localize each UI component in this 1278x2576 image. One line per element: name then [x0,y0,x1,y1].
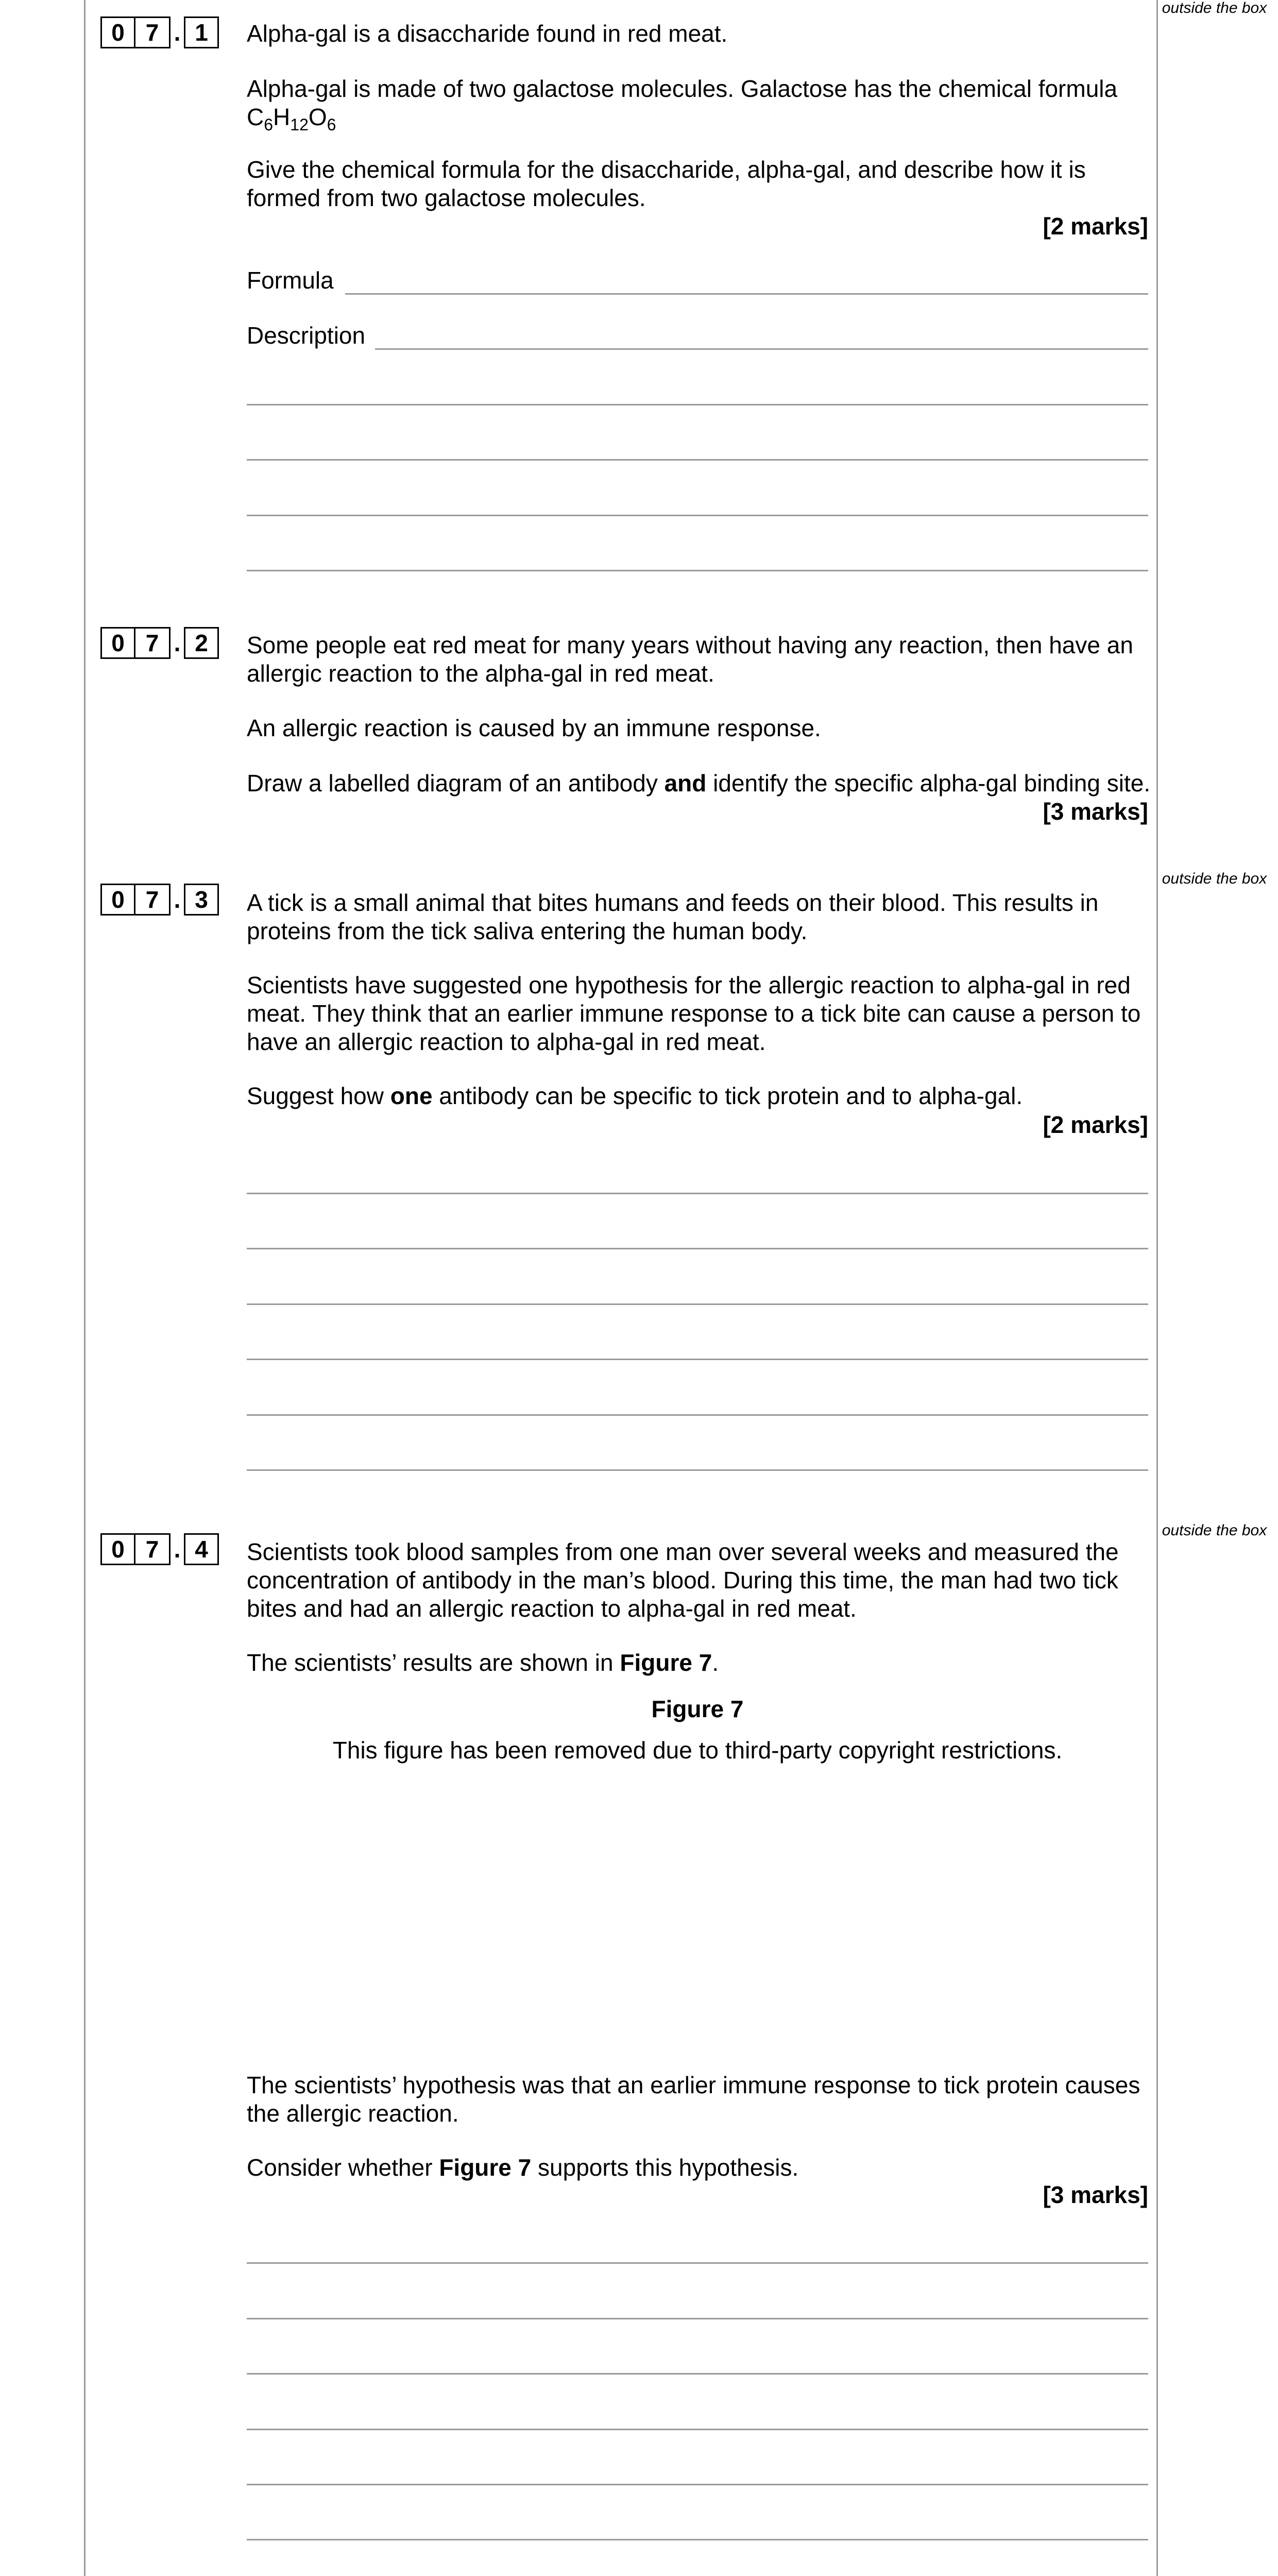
question-text: Some people eat red meat for many years without having any reaction, then have an allergic reaction to the alpha-gal in red meat. [247,632,1133,687]
margin-note: outside the box [1162,0,1267,16]
question-text: Scientists took blood samples from one man over several weeks and measured the concentration of antibody in the man’s blood. During this time, the man had two tick bites and had an allergic reaction to alpha-gal in red meat. [247,1538,1119,1622]
answer-line[interactable] [247,2318,1148,2319]
answer-line[interactable] [247,515,1148,516]
question-number-07-3: 0 7 . 3 [100,884,219,916]
question-text: The scientists’ results are shown in Figure 7. [247,1649,719,1676]
answer-line[interactable] [247,459,1148,461]
question-text: The scientists’ hypothesis was that an earlier immune response to tick protein causes the allergic reaction. [247,2072,1140,2127]
answer-line[interactable] [247,2373,1148,2375]
question-text: Suggest how one antibody can be specific to tick protein and to alpha-gal. [247,1082,1023,1109]
marks-allocation: [2 marks] [1043,1111,1148,1138]
formula-label: Formula [247,267,334,294]
question-text: A tick is a small animal that bites humans and feeds on their blood. This results in proteins from the tick saliva entering the human body. [247,889,1099,944]
margin-note: outside the box [1162,870,1267,887]
question-number-07-4: 0 7 . 4 [100,1533,219,1565]
chemical-formula: $C_6H_{12}O_6$ [247,104,336,134]
answer-line[interactable] [247,570,1148,571]
answer-line[interactable] [247,2539,1148,2540]
question-text: Draw a labelled diagram of an antibody and identify the specific alpha-gal binding site. [247,770,1151,796]
figure-title: Figure 7 [651,1696,744,1722]
question-text: Alpha-gal is made of two galactose molecules. Galactose has the chemical formula $C_6H_{12}O_6$ [247,75,1118,134]
question-text: An allergic reaction is caused by an immune response. [247,715,821,741]
answer-line[interactable] [247,2429,1148,2430]
question-number-07-2: 0 7 . 2 [100,627,219,659]
question-text: Consider whether Figure 7 supports this hypothesis. [247,2154,799,2181]
marks-allocation: [3 marks] [1043,2181,1148,2208]
question-number-07-1: 0 7 . 1 [100,16,219,48]
description-label: Description [247,322,366,349]
right-margin-line [1156,0,1158,2576]
question-text: Alpha-gal is a disaccharide found in red meat. [247,20,728,47]
answer-line[interactable] [247,1303,1148,1305]
question-text: Scientists have suggested one hypothesis for the allergic reaction to alpha-gal in red meat. They think that an earlier immune response to a tick bite can cause a person to have an allergic reaction to alpha-gal in red meat. [247,972,1141,1055]
answer-line-formula[interactable] [345,293,1148,295]
question-text: Give the chemical formula for the disaccharide, alpha-gal, and describe how it is formed from two galactose molecules. [247,156,1086,211]
marks-allocation: [2 marks] [1043,213,1148,240]
answer-line[interactable] [247,1469,1148,1471]
answer-line-description[interactable] [375,348,1148,350]
answer-line[interactable] [247,1193,1148,1194]
answer-line[interactable] [247,1414,1148,1416]
answer-line[interactable] [247,2262,1148,2264]
answer-line[interactable] [247,1248,1148,1249]
margin-note: outside the box [1162,1522,1267,1539]
answer-line[interactable] [247,2484,1148,2485]
marks-allocation: [3 marks] [1043,798,1148,825]
figure-removed-notice: This figure has been removed due to third-party copyright restrictions. [332,1737,1063,1764]
left-margin-line [84,0,86,2576]
answer-line[interactable] [247,1359,1148,1360]
answer-line[interactable] [247,404,1148,405]
